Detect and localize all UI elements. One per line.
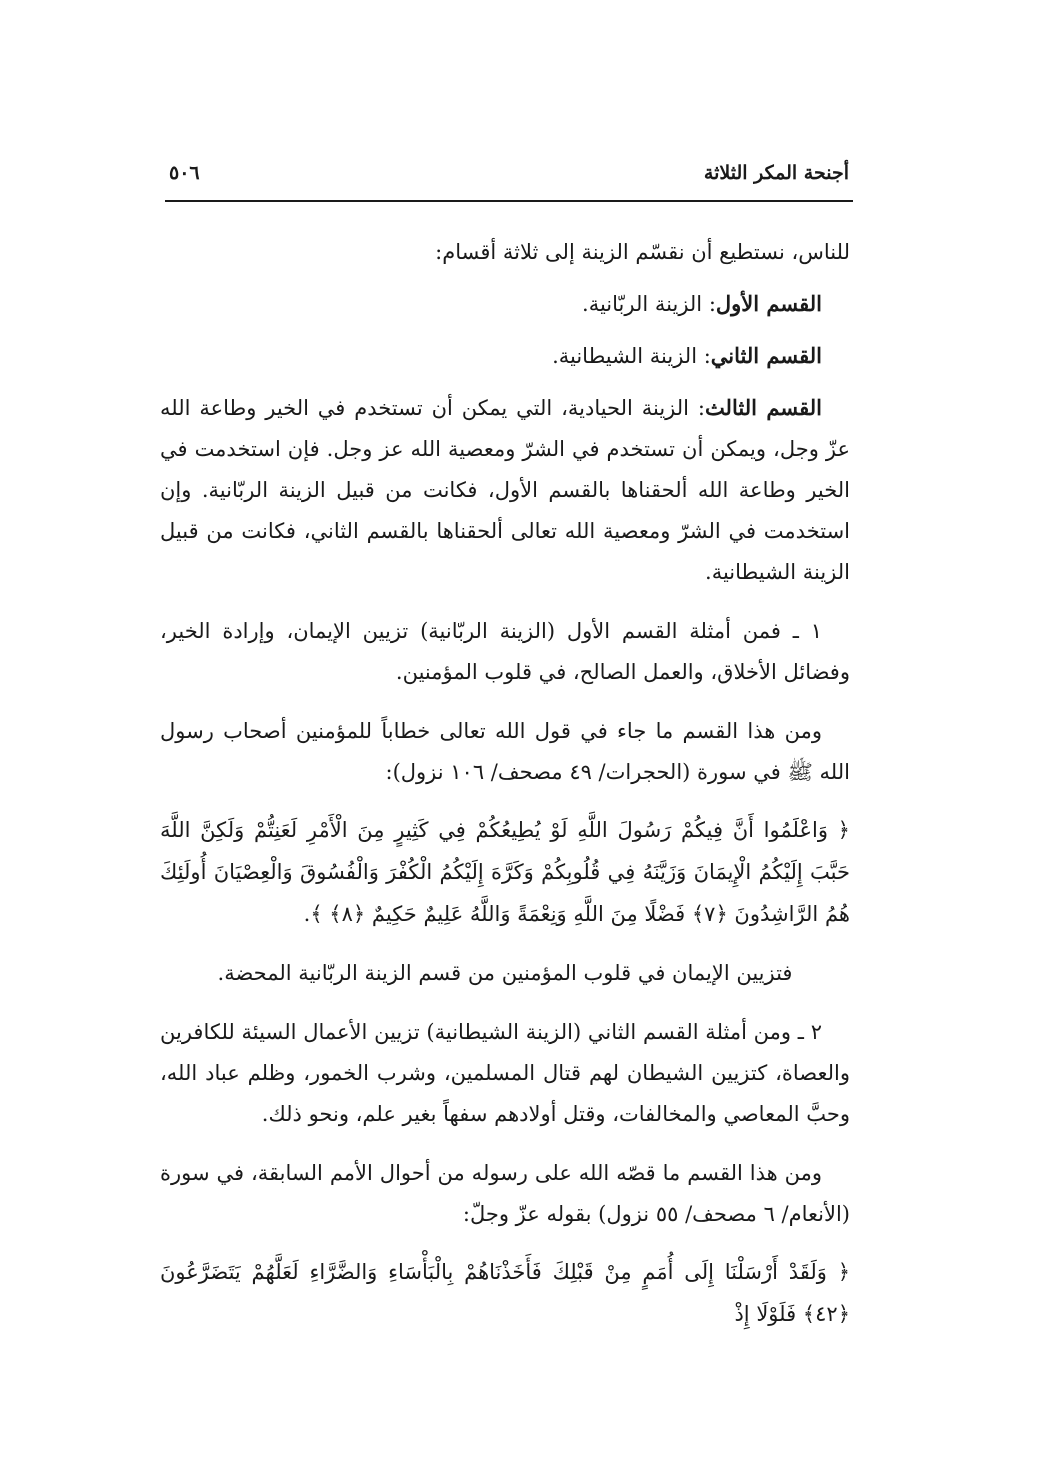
example-1-reference: ومن هذا القسم ما جاء في قول الله تعالى خطاباً للمؤمنين أصحاب رسول الله ﷺ في سورة (الحجرات/ ٤٩ مصحف/ ١٠٦ نزول): bbox=[160, 719, 850, 784]
section-3 bbox=[160, 387, 850, 593]
quran-verse-2: ﴿ وَلَقَدْ أَرْسَلْنَا إِلَى أُمَمٍ مِنْ قَبْلِكَ فَأَخَذْنَاهُمْ بِالْبَأْسَاءِ وَالضَّرَّاءِ لَعَلَّهُمْ يَتَضَرَّعُونَ ﴿٤٢﴾ فَلَوْلَا إِذْ bbox=[160, 1260, 850, 1326]
quran-verse-1-text: ﴿ وَاعْلَمُوا أَنَّ فِيكُمْ رَسُولَ اللَّهِ لَوْ يُطِيعُكُمْ فِي كَثِيرٍ مِنَ الْأَمْرِ لَعَنِتُّمْ وَلَكِنَّ اللَّهَ حَبَّبَ إِلَيْكُمُ الْإِيمَانَ وَزَيَّنَهُ فِي قُلُوبِكُمْ وَكَرَّهَ إِلَيْكُمُ الْكُفْرَ وَالْفُسُوقَ وَالْعِصْيَانَ أُولَئِكَ هُمُ الرَّاشِدُونَ ﴿٧﴾ فَضْلًا مِنَ اللَّهِ وَنِعْمَةً وَاللَّهُ عَلِيمٌ حَكِيمٌ ﴿٨﴾ ﴾ bbox=[160, 818, 850, 926]
example-1-paragraph: ١ ـ فمن أمثلة القسم الأول (الزينة الربّانية) تزيين الإيمان، وإرادة الخير، وفضائل الأخلاق، والعمل الصالح، في قلوب المؤمنين. bbox=[160, 619, 850, 684]
page-body bbox=[160, 232, 850, 1353]
section-1-label: القسم الأول bbox=[715, 291, 822, 316]
quran-verse-1-tail: . bbox=[303, 902, 311, 926]
section-3-text: : الزينة الحيادية، التي يمكن أن تستخدم في الخير وطاعة الله عزّ وجل، ويمكن أن تستخدم في الشرّ ومعصية الله عز وجل. فإن استخدمت في الخير وطاعة الله ألحقناها بالقسم الأول، فكانت من قبيل الزينة الربّانية. وإن استخدمت في الشرّ ومعصية الله تعالى ألحقناها بالقسم الثاني، فكانت من قبيل الزينة الشيطانية. bbox=[160, 396, 850, 584]
running-title: أجنحة المكر الثلاثة bbox=[703, 162, 849, 184]
example-2-reference: ومن هذا القسم ما قصّه الله على رسوله من أحوال الأمم السابقة، في سورة (الأنعام/ ٦ مصحف/ ٥٥ نزول) بقوله عزّ وجلّ: bbox=[160, 1161, 850, 1226]
conclusion-1: فتزيين الإيمان في قلوب المؤمنين من قسم الزينة الربّانية المحضة. bbox=[217, 961, 793, 985]
page-header bbox=[165, 160, 853, 202]
section-2-label: القسم الثاني bbox=[710, 343, 822, 368]
section-1 bbox=[160, 283, 850, 325]
section-2 bbox=[160, 335, 850, 377]
quran-verse-1 bbox=[160, 809, 850, 935]
section-1-text: : الزينة الربّانية. bbox=[582, 292, 716, 316]
page-number: ٥٠٦ bbox=[169, 162, 200, 184]
example-2-paragraph: ٢ ـ ومن أمثلة القسم الثاني (الزينة الشيطانية) تزيين الأعمال السيئة للكافرين والعصاة، كتزيين الشيطان لهم قتال المسلمين، وشرب الخمور، وظلم عباد الله، وحبَّ المعاصي والمخالفات، وقتل أولادهم سفهاً بغير علم، ونحو ذلك. bbox=[160, 1020, 850, 1126]
section-2-text: : الزينة الشيطانية. bbox=[552, 344, 711, 368]
section-3-label: القسم الثالث bbox=[704, 395, 822, 420]
intro-paragraph: للناس، نستطيع أن نقسّم الزينة إلى ثلاثة أقسام: bbox=[435, 240, 850, 264]
